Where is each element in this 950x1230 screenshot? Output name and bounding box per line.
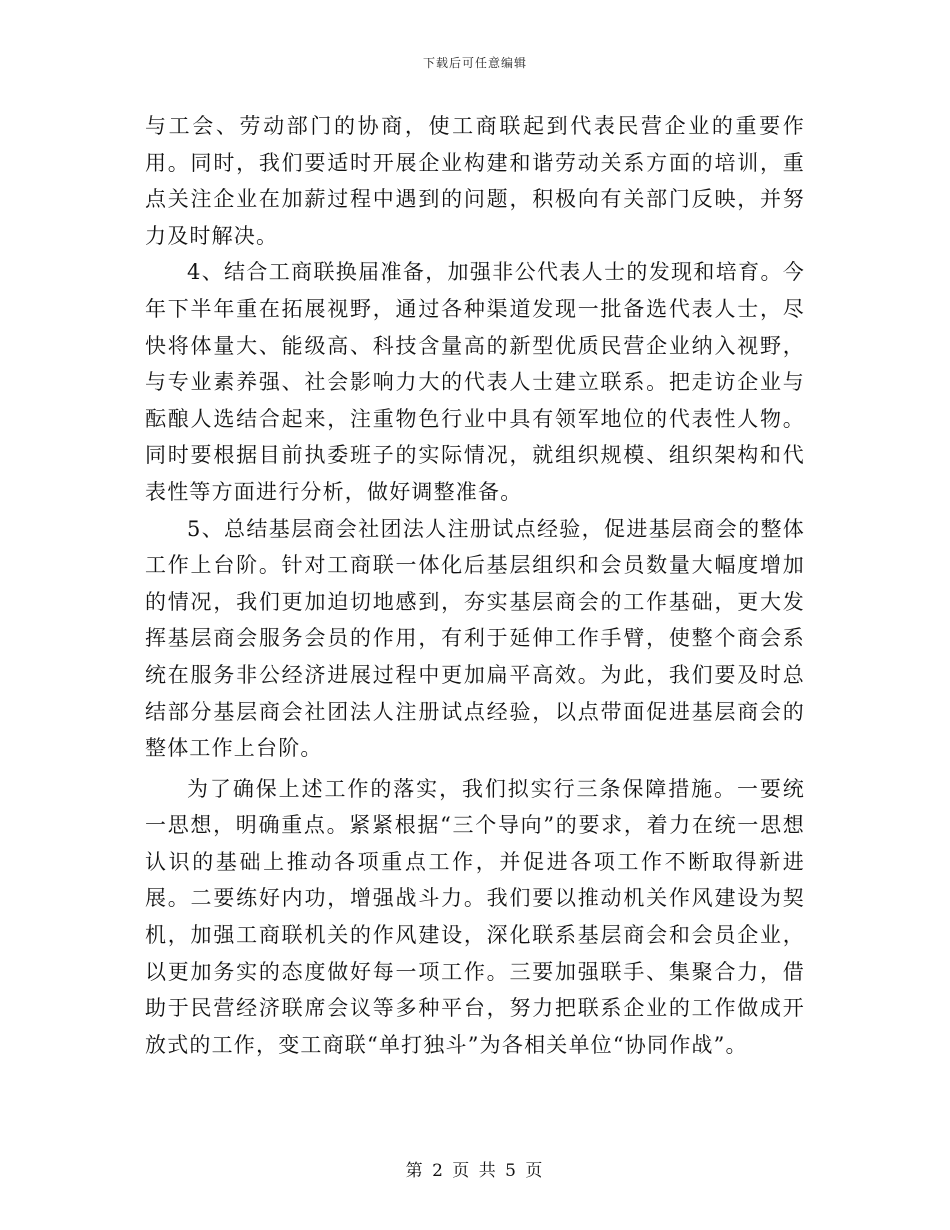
document-body bbox=[145, 108, 805, 1063]
paragraph-continuation: 与工会、劳动部门的协商，使工商联起到代表民营企业的重要作用。同时，我们要适时开展企业构建和谐劳动关系方面的培训，重点关注企业在加薪过程中遇到的问题，积极向有关部门反映，并努力及时解决。 bbox=[145, 114, 805, 248]
page-number-footer: 第 2 页 共 5 页 bbox=[405, 1161, 545, 1181]
paragraph-item-5: 5、总结基层商会社团法人注册试点经验，促进基层商会的整体工作上台阶。针对工商联一体化后基层组织和会员数量大幅度增加的情况，我们更加迫切地感到，夯实基层商会的工作基础，更大发挥基层商会服务会员的作用，有利于延伸工作手臂，使整个商会系统在服务非公经济进展过程中更加扁平高效。为此，我们要及时总结部分基层商会社团法人注册试点经验，以点带面促进基层商会的整体工作上台阶。 bbox=[145, 516, 805, 761]
paragraph-item-4: 4、结合工商联换届准备，加强非公代表人士的发现和培育。今年下半年重在拓展视野，通过各种渠道发现一批备选代表人士，尽快将体量大、能级高、科技含量高的新型优质民营企业纳入视野，与专业素养强、社会影响力大的代表人士建立联系。把走访企业与酝酿人选结合起来，注重物色行业中具有领军地位的代表性人物。同时要根据目前执委班子的实际情况，就组织规模、组织架构和代表性等方面进行分析，做好调整准备。 bbox=[145, 260, 805, 504]
page-header-note: 下载后可任意编辑 bbox=[422, 56, 527, 70]
paragraph-safeguards: 为了确保上述工作的落实，我们拟实行三条保障措施。一要统一思想，明确重点。紧紧根据“三个导向”的要求，着力在统一思想认识的基础上推动各项重点工作，并促进各项工作不断取得新进展。二要练好内功，增强战斗力。我们要以推动机关作风建设为契机，加强工商联机关的作风建设，深化联系基层商会和会员企业，以更加务实的态度做好每一项工作。三要加强联手、集聚合力，借助于民营经济联席会议等多种平台，努力把联系企业的工作做成开放式的工作，变工商联“单打独斗”为各相关单位“协同作战”。 bbox=[145, 776, 805, 1057]
